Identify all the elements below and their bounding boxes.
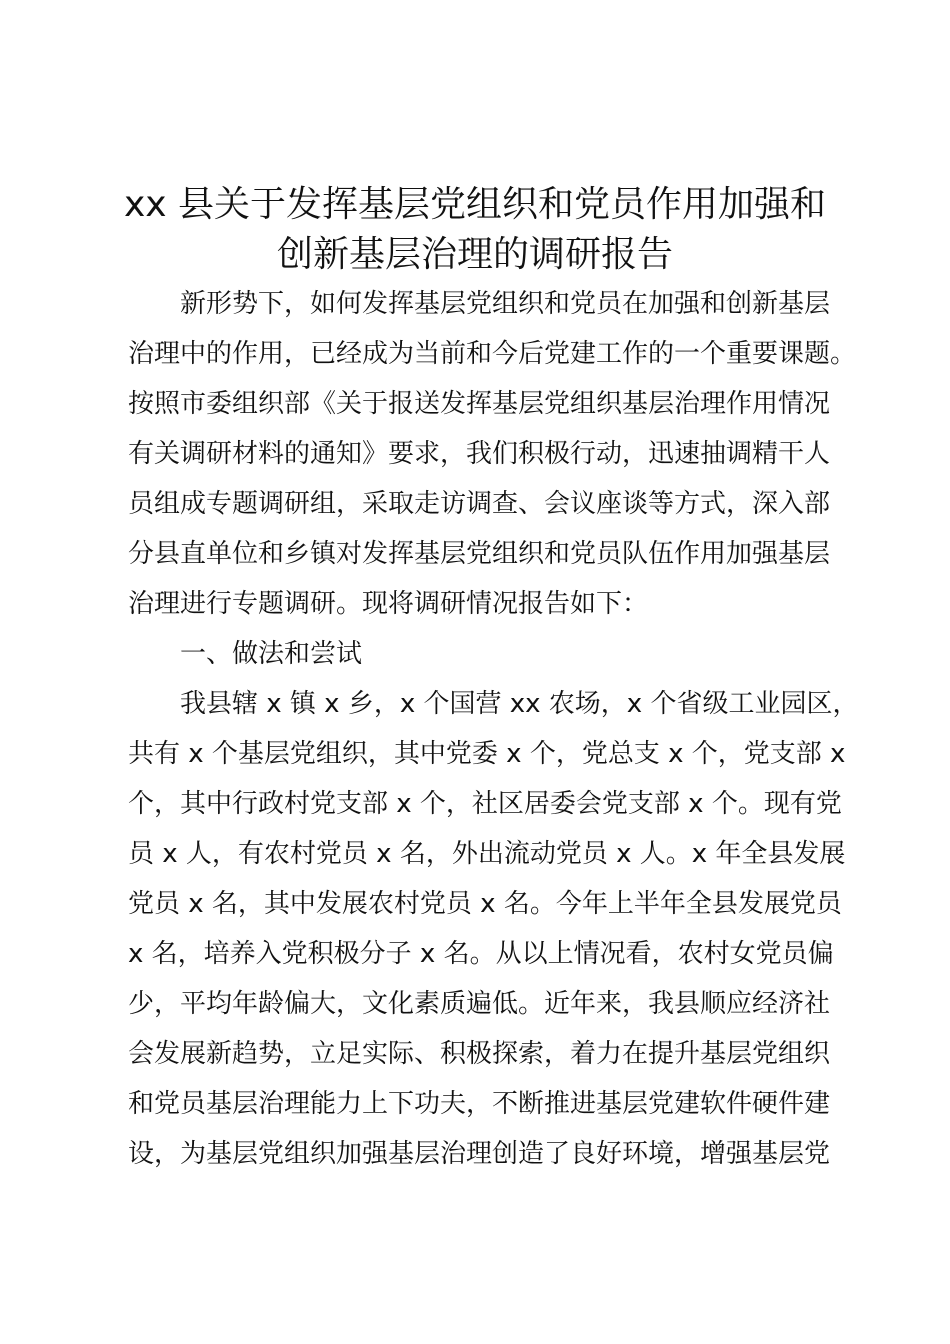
paragraph-line: x 名，培养入党积极分子 x 名。从以上情况看，农村女党员偏 [128, 939, 834, 969]
paragraph-line: 新形势下，如何发挥基层党组织和党员在加强和创新基层 [180, 289, 831, 319]
paragraph-line: 员组成专题调研组，采取走访调查、会议座谈等方式，深入部 [128, 489, 831, 519]
paragraph-line: 治理进行专题调研。现将调研情况报告如下： [128, 589, 649, 619]
document-title-line-1: xx 县关于发挥基层党组织和党员作用加强和 [123, 184, 827, 225]
paragraph-line: 少，平均年龄偏大，文化素质遍低。近年来，我县顺应经济社 [128, 989, 831, 1019]
paragraph-line: 员 x 人，有农村党员 x 名，外出流动党员 x 人。x 年全县发展 [128, 839, 846, 869]
paragraph-line: 分县直单位和乡镇对发挥基层党组织和党员队伍作用加强基层 [128, 539, 831, 569]
paragraph-line: 共有 x 个基层党组织，其中党委 x 个，党总支 x 个，党支部 x [128, 739, 846, 769]
paragraph-line: 有关调研材料的通知》要求，我们积极行动，迅速抽调精干人 [128, 439, 831, 469]
paragraph-line: 治理中的作用，已经成为当前和今后党建工作的一个重要课题。 [128, 339, 857, 369]
paragraph-line: 会发展新趋势，立足实际、积极探索，着力在提升基层党组织 [128, 1039, 831, 1069]
paragraph-line: 个，其中行政村党支部 x 个，社区居委会党支部 x 个。现有党 [128, 789, 842, 819]
paragraph-line: 党员 x 名，其中发展农村党员 x 名。今年上半年全县发展党员 [128, 889, 842, 919]
paragraph-line: 按照市委组织部《关于报送发挥基层党组织基层治理作用情况 [128, 389, 831, 419]
paragraph-line: 我县辖 x 镇 x 乡，x 个国营 xx 农场，x 个省级工业园区， [180, 689, 859, 719]
paragraph-line: 设，为基层党组织加强基层治理创造了良好环境，增强基层党 [128, 1139, 831, 1169]
section-heading: 一、做法和尝试 [180, 639, 363, 669]
document-title-line-2: 创新基层治理的调研报告 [276, 234, 673, 275]
paragraph-line: 和党员基层治理能力上下功夫，不断推进基层党建软件硬件建 [128, 1089, 831, 1119]
